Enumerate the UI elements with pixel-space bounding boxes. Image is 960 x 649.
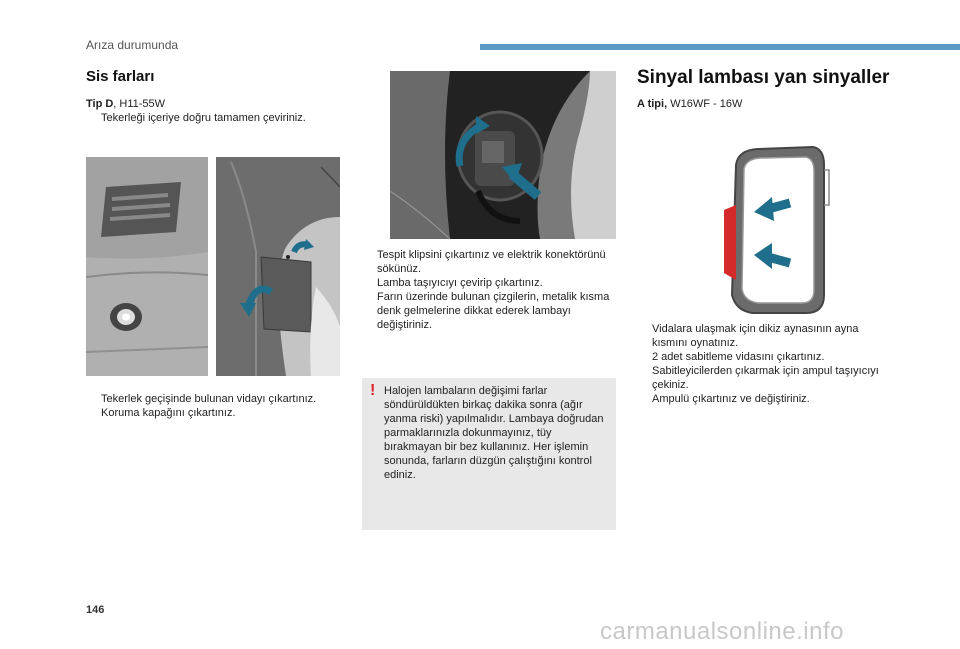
section-label: Arıza durumunda [86, 38, 179, 52]
signal-lamp-icon [724, 205, 736, 280]
fog-step-1 [86, 111, 346, 125]
middle-step-1-text: Tespit klipsini çıkartınız ve elektrik konektörünü sökünüz. [377, 249, 606, 275]
fog-steps-2 [86, 392, 348, 420]
warning-text: Halojen lambaların değişimi farlar söndürüldükten birkaç dakika sonra (ağır yanma riski) yapılmalıdır. Lambaya doğrudan parmaklarınızla dokunmayınız, tüy bırakmayan bir bez kullanınız. Her işlemin sonunda, farların düzgün çalıştığını kontrol ediniz. [384, 385, 604, 481]
signal-step-2-text: 2 adet sabitleme vidasını çıkartınız. [652, 351, 825, 363]
fog-step-2 [86, 392, 348, 406]
signal-step-4 [637, 392, 887, 406]
signal-type-value: W16WF - 16W [667, 98, 743, 110]
watermark: carmanualsonline.info [600, 618, 844, 645]
middle-step-3-text: Farın üzerinde bulunan çizgilerin, metalik kısma denk gelmelerine dikkat ederek lambayı değiştiriniz. [377, 291, 610, 331]
side-mirror-illustration [718, 145, 830, 317]
middle-step-2-text: Lamba taşıyıcıyı çevirip çıkartınız. [377, 277, 543, 289]
signal-step-1-text: Vidalara ulaşmak için dikiz aynasının ayna kısmını oynatınız. [652, 323, 859, 349]
fog-type-label: Tip D [86, 98, 114, 110]
fog-step-3 [86, 406, 348, 420]
warning-icon: ! [370, 382, 376, 399]
signal-step-3 [637, 364, 887, 392]
middle-step-1 [362, 248, 616, 276]
fog-step-1-text: Tekerleği içeriye doğru tamamen çeviriniz. [101, 112, 306, 124]
fog-type-value: , H11-55W [113, 98, 166, 110]
bumper-fog-light-photo [86, 157, 208, 376]
signal-step-1 [637, 322, 887, 350]
fog-step-3-text: Koruma kapağını çıkartınız. [101, 407, 236, 419]
page-number: 146 [86, 604, 105, 616]
middle-step-3 [362, 290, 616, 332]
fog-lights-title: Sis farları [86, 68, 155, 85]
lamp-holder-photo [390, 71, 616, 239]
fog-step-2-text: Tekerlek geçişinde bulunan vidayı çıkartınız. [101, 393, 317, 405]
warning-box [362, 378, 616, 530]
middle-steps [362, 248, 616, 332]
signal-step-3-text: Sabitleyicilerden çıkarmak için ampul taşıyıcıyı çekiniz. [652, 365, 879, 391]
header-accent-bar [480, 44, 960, 50]
signal-step-2 [637, 350, 887, 364]
signal-type-line [637, 97, 742, 111]
signal-steps [637, 322, 887, 406]
signal-lamp-title: Sinyal lambası yan sinyaller [637, 67, 890, 88]
signal-type-label: A tipi, [637, 98, 668, 110]
fog-type-line [86, 97, 165, 111]
signal-step-4-text: Ampulü çıkartınız ve değiştiriniz. [652, 393, 810, 405]
middle-step-2 [362, 276, 616, 290]
wheel-arch-photo [216, 157, 340, 376]
